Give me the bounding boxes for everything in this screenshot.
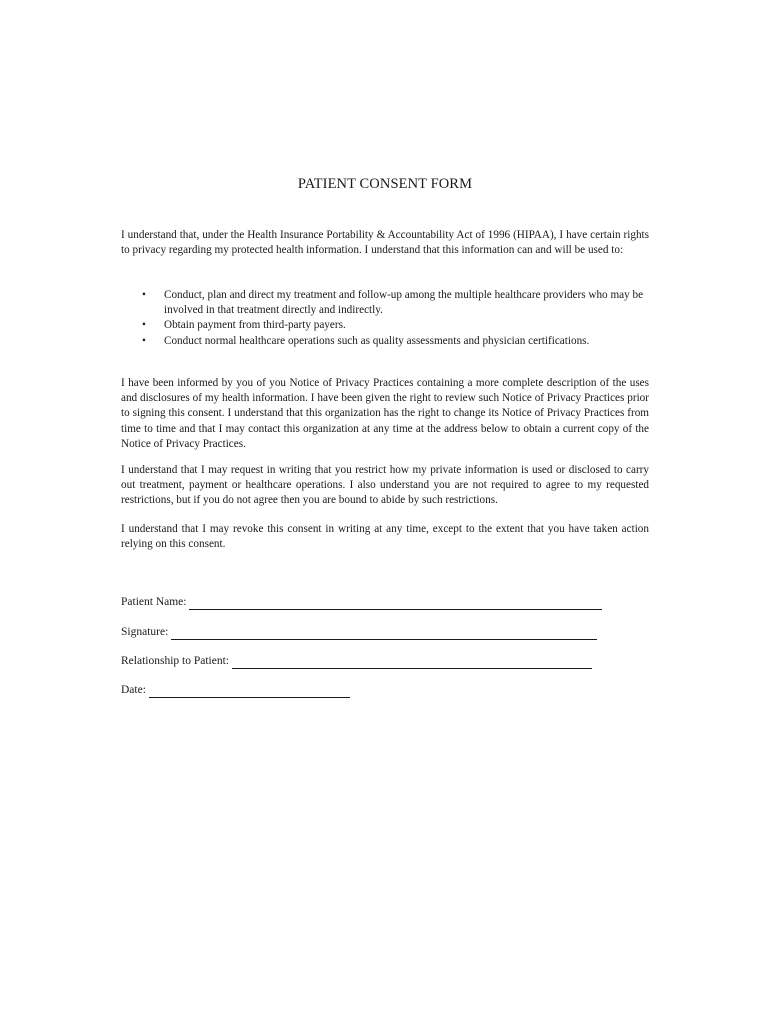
bullet-icon: • bbox=[142, 289, 146, 301]
list-item bbox=[121, 334, 651, 349]
date-blank[interactable] bbox=[149, 685, 350, 698]
restriction-paragraph: I understand that I may request in writing that you restrict how my private information is used or disclosed to carry out treatment, payment or healthcare operations. I also understand you are not required to agree to my requested restrictions, but if you do not agree then you are bound to abide by such restrictions. bbox=[121, 464, 649, 507]
signature-label: Signature: bbox=[121, 626, 169, 638]
privacy-notice-paragraph: I have been informed by you of you Notice of Privacy Practices containing a more complete description of the uses and disclosures of my health information. I have been given the right to review such Notice of Privacy Practices prior to signing this consent. I understand that this organization has the right to change its Notice of Privacy Practices from time to time and that I may contact this organization at any time at the address below to obtain a current copy of the Notice of Privacy Practices. bbox=[121, 377, 649, 450]
list-item-text: Conduct normal healthcare operations such as quality assessments and physician certifications. bbox=[164, 334, 590, 347]
list-item-text: Obtain payment from third-party payers. bbox=[164, 319, 346, 332]
date-label: Date: bbox=[121, 684, 146, 696]
revocation-paragraph: I understand that I may revoke this consent in writing at any time, except to the extent that you have taken action relying on this consent. bbox=[121, 523, 649, 551]
signature-blank[interactable] bbox=[171, 627, 597, 640]
patient-name-blank[interactable] bbox=[189, 597, 602, 610]
bullet-icon: • bbox=[142, 334, 146, 347]
relationship-field bbox=[121, 653, 592, 669]
list-item bbox=[121, 318, 651, 333]
patient-name-field bbox=[121, 594, 602, 610]
relationship-blank[interactable] bbox=[232, 656, 592, 669]
intro-paragraph: I understand that, under the Health Insurance Portability & Accountability Act of 1996 (HIPAA), I have certain rights to privacy regarding my protected health information. I understand that this information can and will be used to: bbox=[121, 229, 649, 257]
list-item bbox=[121, 288, 651, 318]
patient-name-label: Patient Name: bbox=[121, 596, 187, 608]
form-title: PATIENT CONSENT FORM bbox=[297, 176, 473, 192]
relationship-label: Relationship to Patient: bbox=[121, 655, 229, 667]
bullet-icon: • bbox=[142, 319, 146, 332]
list-item-text: Conduct, plan and direct my treatment and follow-up among the multiple healthcare providers who may be involved in that treatment directly and indirectly. bbox=[164, 289, 644, 317]
usage-list bbox=[121, 288, 651, 349]
date-field bbox=[121, 682, 350, 698]
signature-field bbox=[121, 624, 597, 640]
